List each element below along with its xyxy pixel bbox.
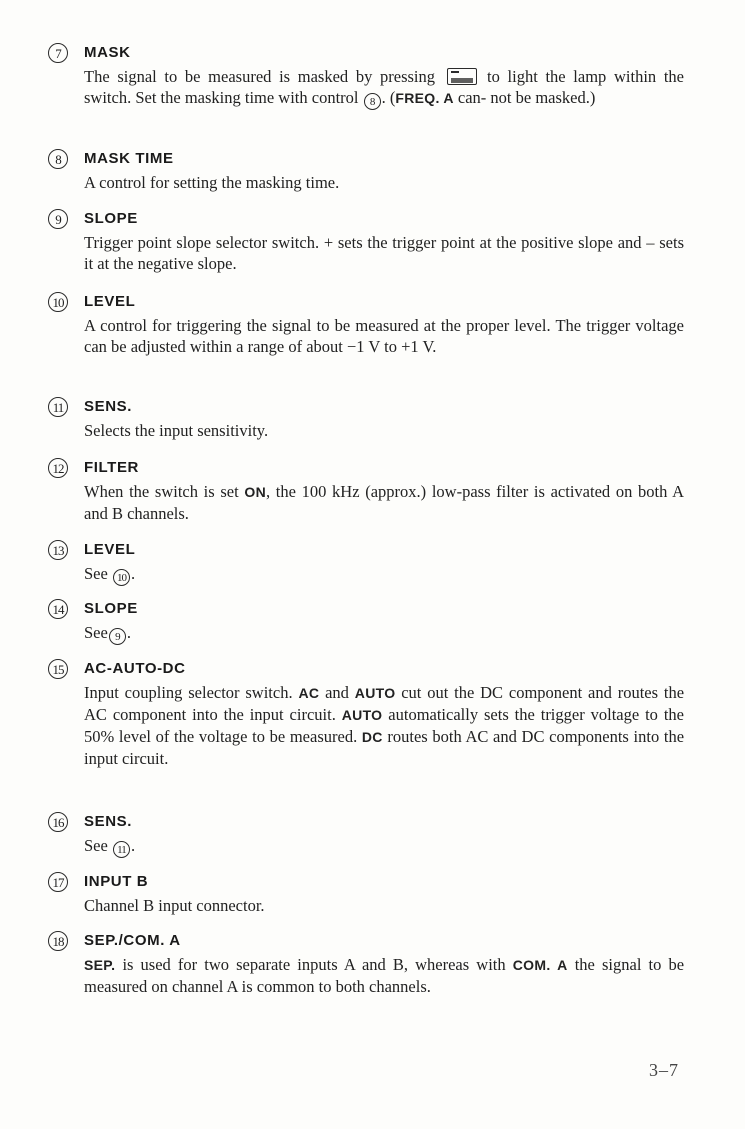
item-number-circle: 13: [48, 540, 68, 560]
item-title: INPUT B: [84, 873, 149, 890]
ref-circle: 11: [113, 841, 130, 858]
item-title: SLOPE: [84, 600, 138, 617]
mask-key-icon: [447, 68, 477, 85]
item-description: When the switch is set ON, the 100 kHz (approx.) low-pass filter is activated on both A and B channels.: [84, 482, 685, 523]
item-number-circle: 7: [48, 43, 68, 63]
item-title: FILTER: [84, 459, 139, 476]
item-title: LEVEL: [84, 541, 136, 558]
item-number-circle: 14: [48, 599, 68, 619]
ref-circle: 10: [113, 569, 130, 586]
item-number-circle: 11: [48, 397, 68, 417]
item-title: SLOPE: [84, 210, 138, 227]
item-description: A control for setting the masking time.: [84, 173, 340, 192]
item-title: MASK TIME: [84, 150, 174, 167]
ref-circle: 9: [109, 628, 126, 645]
item-description: A control for triggering the signal to be measured at the proper level. The trigger voltage can be adjusted within a range of about −1 V to +1 V.: [84, 316, 684, 356]
item-description: The signal to be measured is masked by pressing to light the lamp within the switch. Set the masking time with control 8 . (FREQ. A can- not be masked.): [84, 67, 685, 108]
item-number-circle: 8: [48, 149, 68, 169]
ref-circle: 8: [364, 93, 381, 110]
page-number: 3–7: [649, 1060, 679, 1080]
item-description: See 10 .: [84, 564, 136, 584]
item-description: Trigger point slope selector switch. + sets the trigger point at the positive slope and – sets it at the negative slope.: [84, 233, 684, 273]
item-number-circle: 15: [48, 659, 68, 679]
item-number-circle: 10: [48, 292, 68, 312]
item-description: See 9 .: [84, 623, 131, 643]
item-title: SENS.: [84, 398, 133, 415]
item-title: SEP./COM. A: [84, 932, 181, 949]
item-number-circle: 9: [48, 209, 68, 229]
item-title: MASK: [84, 44, 131, 61]
item-title: LEVEL: [84, 293, 136, 310]
item-number-circle: 16: [48, 812, 68, 832]
item-description: Input coupling selector switch. AC and AUTO cut out the DC component and routes the AC component into the input circuit. AUTO automatically sets the trigger voltage to the 50% level of the voltage to be measured. DC routes both AC and DC components into the input circuit.: [84, 683, 685, 768]
item-title: AC-AUTO-DC: [84, 660, 186, 677]
item-number-circle: 18: [48, 931, 68, 951]
item-title: SENS.: [84, 813, 133, 830]
item-number-circle: 12: [48, 458, 68, 478]
item-number-circle: 17: [48, 872, 68, 892]
item-description: Selects the input sensitivity.: [84, 421, 269, 440]
item-description: Channel B input connector.: [84, 896, 265, 915]
item-description: See 11 .: [84, 836, 136, 856]
item-description: SEP. is used for two separate inputs A and B, whereas with COM. A the signal to be measured on channel A is common to both channels.: [84, 955, 685, 996]
